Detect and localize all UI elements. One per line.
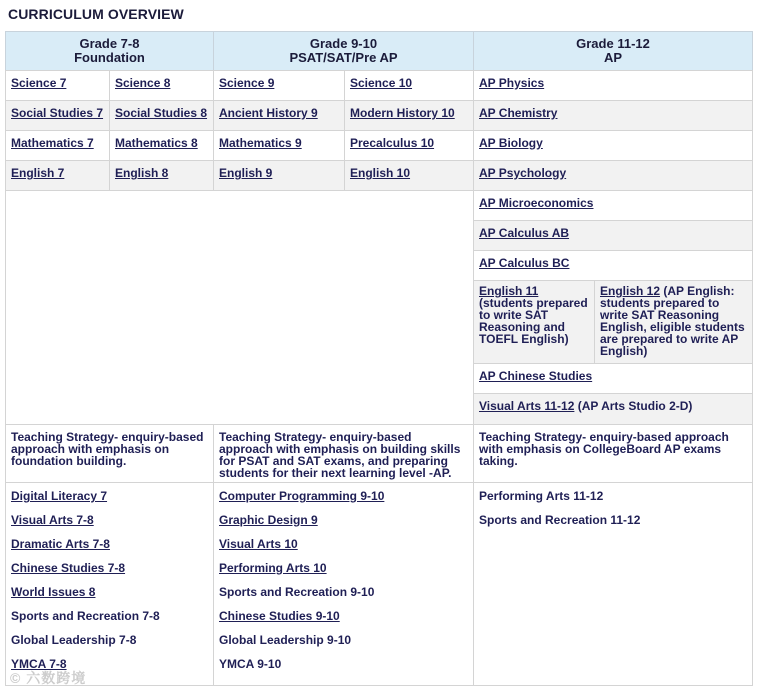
elective-text: Global Leadership 9-10 <box>219 633 352 647</box>
course-cell <box>5 130 110 161</box>
course-cell <box>213 160 345 191</box>
electives-11-12 <box>473 482 753 686</box>
elective-text: Performing Arts 11-12 <box>479 489 604 503</box>
course-link[interactable]: Mathematics 9 <box>219 136 302 150</box>
course-link[interactable]: Mathematics 7 <box>11 136 94 150</box>
course-link[interactable]: AP Microeconomics <box>479 196 594 210</box>
english-11-link[interactable]: English 11 <box>479 284 539 298</box>
course-link[interactable]: AP Physics <box>479 76 545 90</box>
course-cell <box>109 160 214 191</box>
teaching-strategy-11-12: Teaching Strategy- enquiry-based approach with emphasis on CollegeBoard AP exams taking. <box>473 424 753 483</box>
course-cell <box>344 160 474 191</box>
elective-link[interactable]: Visual Arts 7-8 <box>11 513 94 527</box>
course-cell-english-12 <box>594 280 753 364</box>
elective-text: Sports and Recreation 11-12 <box>479 513 641 527</box>
course-link[interactable]: Social Studies 7 <box>11 106 104 120</box>
course-cell <box>109 70 214 101</box>
elective-link[interactable]: Graphic Design 9 <box>219 513 318 527</box>
header-grade-7-8-line1: Grade 7-8 <box>79 36 140 51</box>
course-link[interactable]: Ancient History 9 <box>219 106 318 120</box>
elective-text: YMCA 9-10 <box>219 657 282 671</box>
course-link[interactable]: AP Calculus AB <box>479 226 570 240</box>
elective-link[interactable]: Chinese Studies 9-10 <box>219 609 340 623</box>
course-link[interactable]: AP Biology <box>479 136 543 150</box>
course-cell <box>5 70 110 101</box>
english-12-link[interactable]: English 12 <box>600 284 661 298</box>
course-link[interactable]: English 9 <box>219 166 273 180</box>
course-link[interactable]: AP Chinese Studies <box>479 369 593 383</box>
visual-arts-11-12-link[interactable]: Visual Arts 11-12 <box>479 399 575 413</box>
course-cell <box>344 130 474 161</box>
empty-cell <box>5 190 474 425</box>
elective-text: Sports and Recreation 9-10 <box>219 585 375 599</box>
teaching-strategy-7-8: Teaching Strategy- enquiry-based approach with emphasis on foundation building. <box>5 424 214 483</box>
course-link[interactable]: Science 7 <box>11 76 67 90</box>
header-grade-7-8-line2: Foundation <box>74 50 145 65</box>
elective-link[interactable]: Visual Arts 10 <box>219 537 298 551</box>
elective-link[interactable]: YMCA 7-8 <box>11 657 67 671</box>
elective-link[interactable]: Performing Arts 10 <box>219 561 327 575</box>
header-grade-11-12 <box>473 31 753 71</box>
course-cell <box>344 100 474 131</box>
course-cell <box>473 100 753 131</box>
course-link[interactable]: Science 8 <box>115 76 171 90</box>
course-link[interactable]: AP Calculus BC <box>479 256 570 270</box>
electives-7-8 <box>5 482 214 686</box>
elective-link[interactable]: World Issues 8 <box>11 585 96 599</box>
course-cell <box>5 160 110 191</box>
elective-link[interactable]: Chinese Studies 7-8 <box>11 561 126 575</box>
elective-link[interactable]: Dramatic Arts 7-8 <box>11 537 110 551</box>
header-grade-11-12-line2: AP <box>603 50 623 65</box>
english-12-text <box>600 285 748 357</box>
course-link[interactable]: Mathematics 8 <box>115 136 198 150</box>
course-cell <box>473 220 753 251</box>
course-cell <box>473 250 753 281</box>
watermark: © 六数跨境 <box>10 670 87 686</box>
course-cell <box>5 100 110 131</box>
course-cell <box>473 130 753 161</box>
course-cell <box>109 100 214 131</box>
course-cell <box>473 190 753 221</box>
elective-link[interactable]: Digital Literacy 7 <box>11 489 108 503</box>
elective-text: Global Leadership 7-8 <box>11 633 137 647</box>
header-grade-9-10-line1: Grade 9-10 <box>309 36 378 51</box>
course-cell <box>213 70 345 101</box>
course-cell <box>473 160 753 191</box>
course-cell <box>109 130 214 161</box>
visual-arts-11-12-note: (AP Arts Studio 2-D) <box>577 399 693 413</box>
course-link[interactable]: Precalculus 10 <box>350 136 435 150</box>
page-title: CURRICULUM OVERVIEW <box>8 6 184 22</box>
header-grade-9-10 <box>213 31 474 71</box>
course-cell <box>473 363 753 394</box>
course-cell <box>473 393 753 425</box>
header-grade-9-10-line2: PSAT/SAT/Pre AP <box>289 50 398 65</box>
course-cell-english-11 <box>473 280 595 364</box>
course-link[interactable]: Science 9 <box>219 76 275 90</box>
english-11-text <box>479 285 590 345</box>
english-12-note: (AP English: students prepared to write SAT Reasoning English, eligible students are prepared to write AP English) <box>600 284 745 358</box>
course-cell <box>213 130 345 161</box>
course-link[interactable]: English 7 <box>11 166 65 180</box>
elective-text: Sports and Recreation 7-8 <box>11 609 160 623</box>
english-11-note: (students prepared to write SAT Reasoning and TOEFL English) <box>479 296 588 346</box>
teaching-strategy-9-10: Teaching Strategy- enquiry-based approach with emphasis on building skills for PSAT and SAT exams, and preparing students for their next learning level -AP. <box>213 424 474 483</box>
course-link[interactable]: English 10 <box>350 166 411 180</box>
course-cell <box>473 70 753 101</box>
header-grade-11-12-line1: Grade 11-12 <box>576 36 650 51</box>
visual-arts-11-12-text <box>479 399 692 413</box>
course-cell <box>213 100 345 131</box>
course-link[interactable]: Science 10 <box>350 76 413 90</box>
course-link[interactable]: AP Psychology <box>479 166 567 180</box>
course-cell <box>344 70 474 101</box>
course-link[interactable]: Modern History 10 <box>350 106 455 120</box>
course-link[interactable]: English 8 <box>115 166 169 180</box>
course-link[interactable]: AP Chemistry <box>479 106 558 120</box>
header-grade-7-8 <box>5 31 214 71</box>
course-link[interactable]: Social Studies 8 <box>115 106 208 120</box>
electives-9-10 <box>213 482 474 686</box>
elective-link[interactable]: Computer Programming 9-10 <box>219 489 385 503</box>
